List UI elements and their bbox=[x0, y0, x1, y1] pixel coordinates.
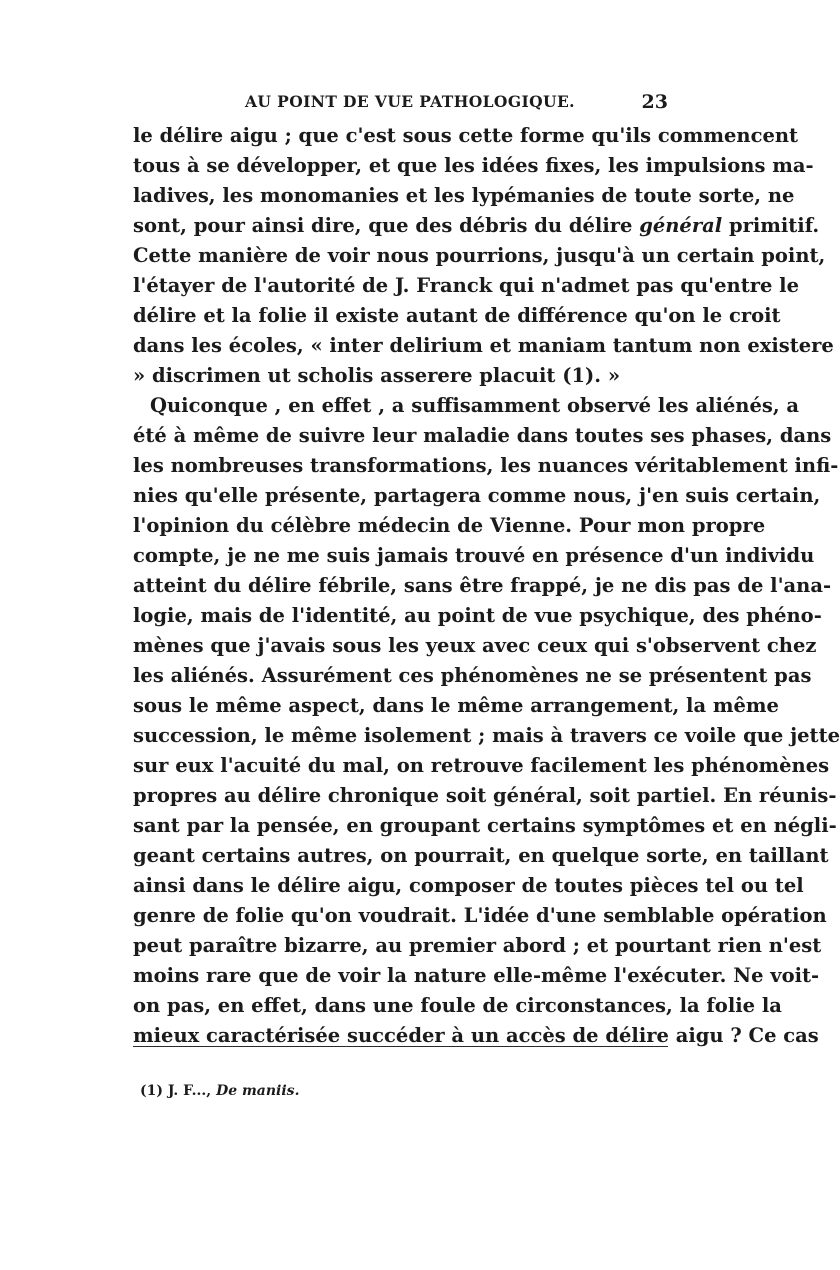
text-line bbox=[133, 211, 820, 241]
text-line: nies qu'elle présente, partagera comme nous, j'en suis certain, bbox=[133, 484, 821, 507]
text-line: geant certains autres, on pourrait, en quelque sorte, en taillant bbox=[133, 844, 829, 867]
paragraph-start-line: Quiconque , en effet , a suffisamment observé les aliénés, a bbox=[150, 394, 800, 417]
text-line: » discrimen ut scholis asserere placuit (1). » bbox=[133, 364, 621, 387]
text-line: atteint du délire fébrile, sans être frappé, je ne dis pas de l'ana- bbox=[133, 574, 832, 597]
text-segment: primitif. bbox=[722, 214, 820, 237]
running-title: AU POINT DE VUE PATHOLOGIQUE. bbox=[245, 92, 575, 111]
text-line: tous à se développer, et que les idées fixes, les impulsions ma- bbox=[133, 154, 814, 177]
running-head bbox=[133, 92, 668, 118]
footnote-rule bbox=[133, 1046, 668, 1047]
text-line: mènes que j'avais sous les yeux avec ceux qui s'observent chez bbox=[133, 634, 817, 657]
text-line: ainsi dans le délire aigu, composer de toutes pièces tel ou tel bbox=[133, 874, 804, 897]
text-line: les nombreuses transformations, les nuances véritablement infi- bbox=[133, 454, 839, 477]
text-line: on pas, en effet, dans une foule de circonstances, la folie la bbox=[133, 994, 782, 1017]
text-line: Cette manière de voir nous pourrions, jusqu'à un certain point, bbox=[133, 244, 826, 267]
text-line: dans les écoles, « inter delirium et maniam tantum non existere bbox=[133, 334, 834, 357]
text-line: l'étayer de l'autorité de J. Franck qui n'admet pas qu'entre le bbox=[133, 274, 799, 297]
footnote-marker: (1) J. F..., bbox=[140, 1083, 212, 1099]
text-line: logie, mais de l'identité, au point de vue psychique, des phéno- bbox=[133, 604, 822, 627]
text-line: délire et la folie il existe autant de différence qu'on le croit bbox=[133, 304, 781, 327]
text-line: sous le même aspect, dans le même arrangement, la même bbox=[133, 694, 779, 717]
text-line: le délire aigu ; que c'est sous cette forme qu'ils commencent bbox=[133, 124, 799, 147]
text-line: sant par la pensée, en groupant certains symptômes et en négli- bbox=[133, 814, 837, 837]
text-line: succession, le même isolement ; mais à travers ce voile que jette bbox=[133, 724, 840, 747]
text-line: sur eux l'acuité du mal, on retrouve facilement les phénomènes bbox=[133, 754, 830, 777]
text-line: moins rare que de voir la nature elle-même l'exécuter. Ne voit- bbox=[133, 964, 820, 987]
text-line: propres au délire chronique soit général, soit partiel. En réunis- bbox=[133, 784, 837, 807]
text-line: compte, je ne me suis jamais trouvé en présence d'un individu bbox=[133, 544, 815, 567]
text-line: été à même de suivre leur maladie dans toutes ses phases, dans bbox=[133, 424, 832, 447]
text-line: peut paraître bizarre, au premier abord ; et pourtant rien n'est bbox=[133, 934, 822, 957]
text-line: ladives, les monomanies et les lypémanies de toute sorte, ne bbox=[133, 184, 795, 207]
body-text bbox=[133, 121, 840, 1051]
page-number: 23 bbox=[641, 91, 668, 113]
footnote bbox=[140, 1083, 299, 1099]
text-line: l'opinion du célèbre médecin de Vienne. Pour mon propre bbox=[133, 514, 766, 537]
text-line: les aliénés. Assurément ces phénomènes ne se présentent pas bbox=[133, 664, 812, 687]
footnote-title: De maniis. bbox=[216, 1083, 300, 1099]
italic-word: général bbox=[639, 214, 723, 237]
text-line: genre de folie qu'on voudrait. L'idée d'une semblable opération bbox=[133, 904, 827, 927]
text-segment: sont, pour ainsi dire, que des débris du délire bbox=[133, 214, 633, 237]
text-line: mieux caractérisée succéder à un accès de délire aigu ? Ce cas bbox=[133, 1024, 819, 1047]
